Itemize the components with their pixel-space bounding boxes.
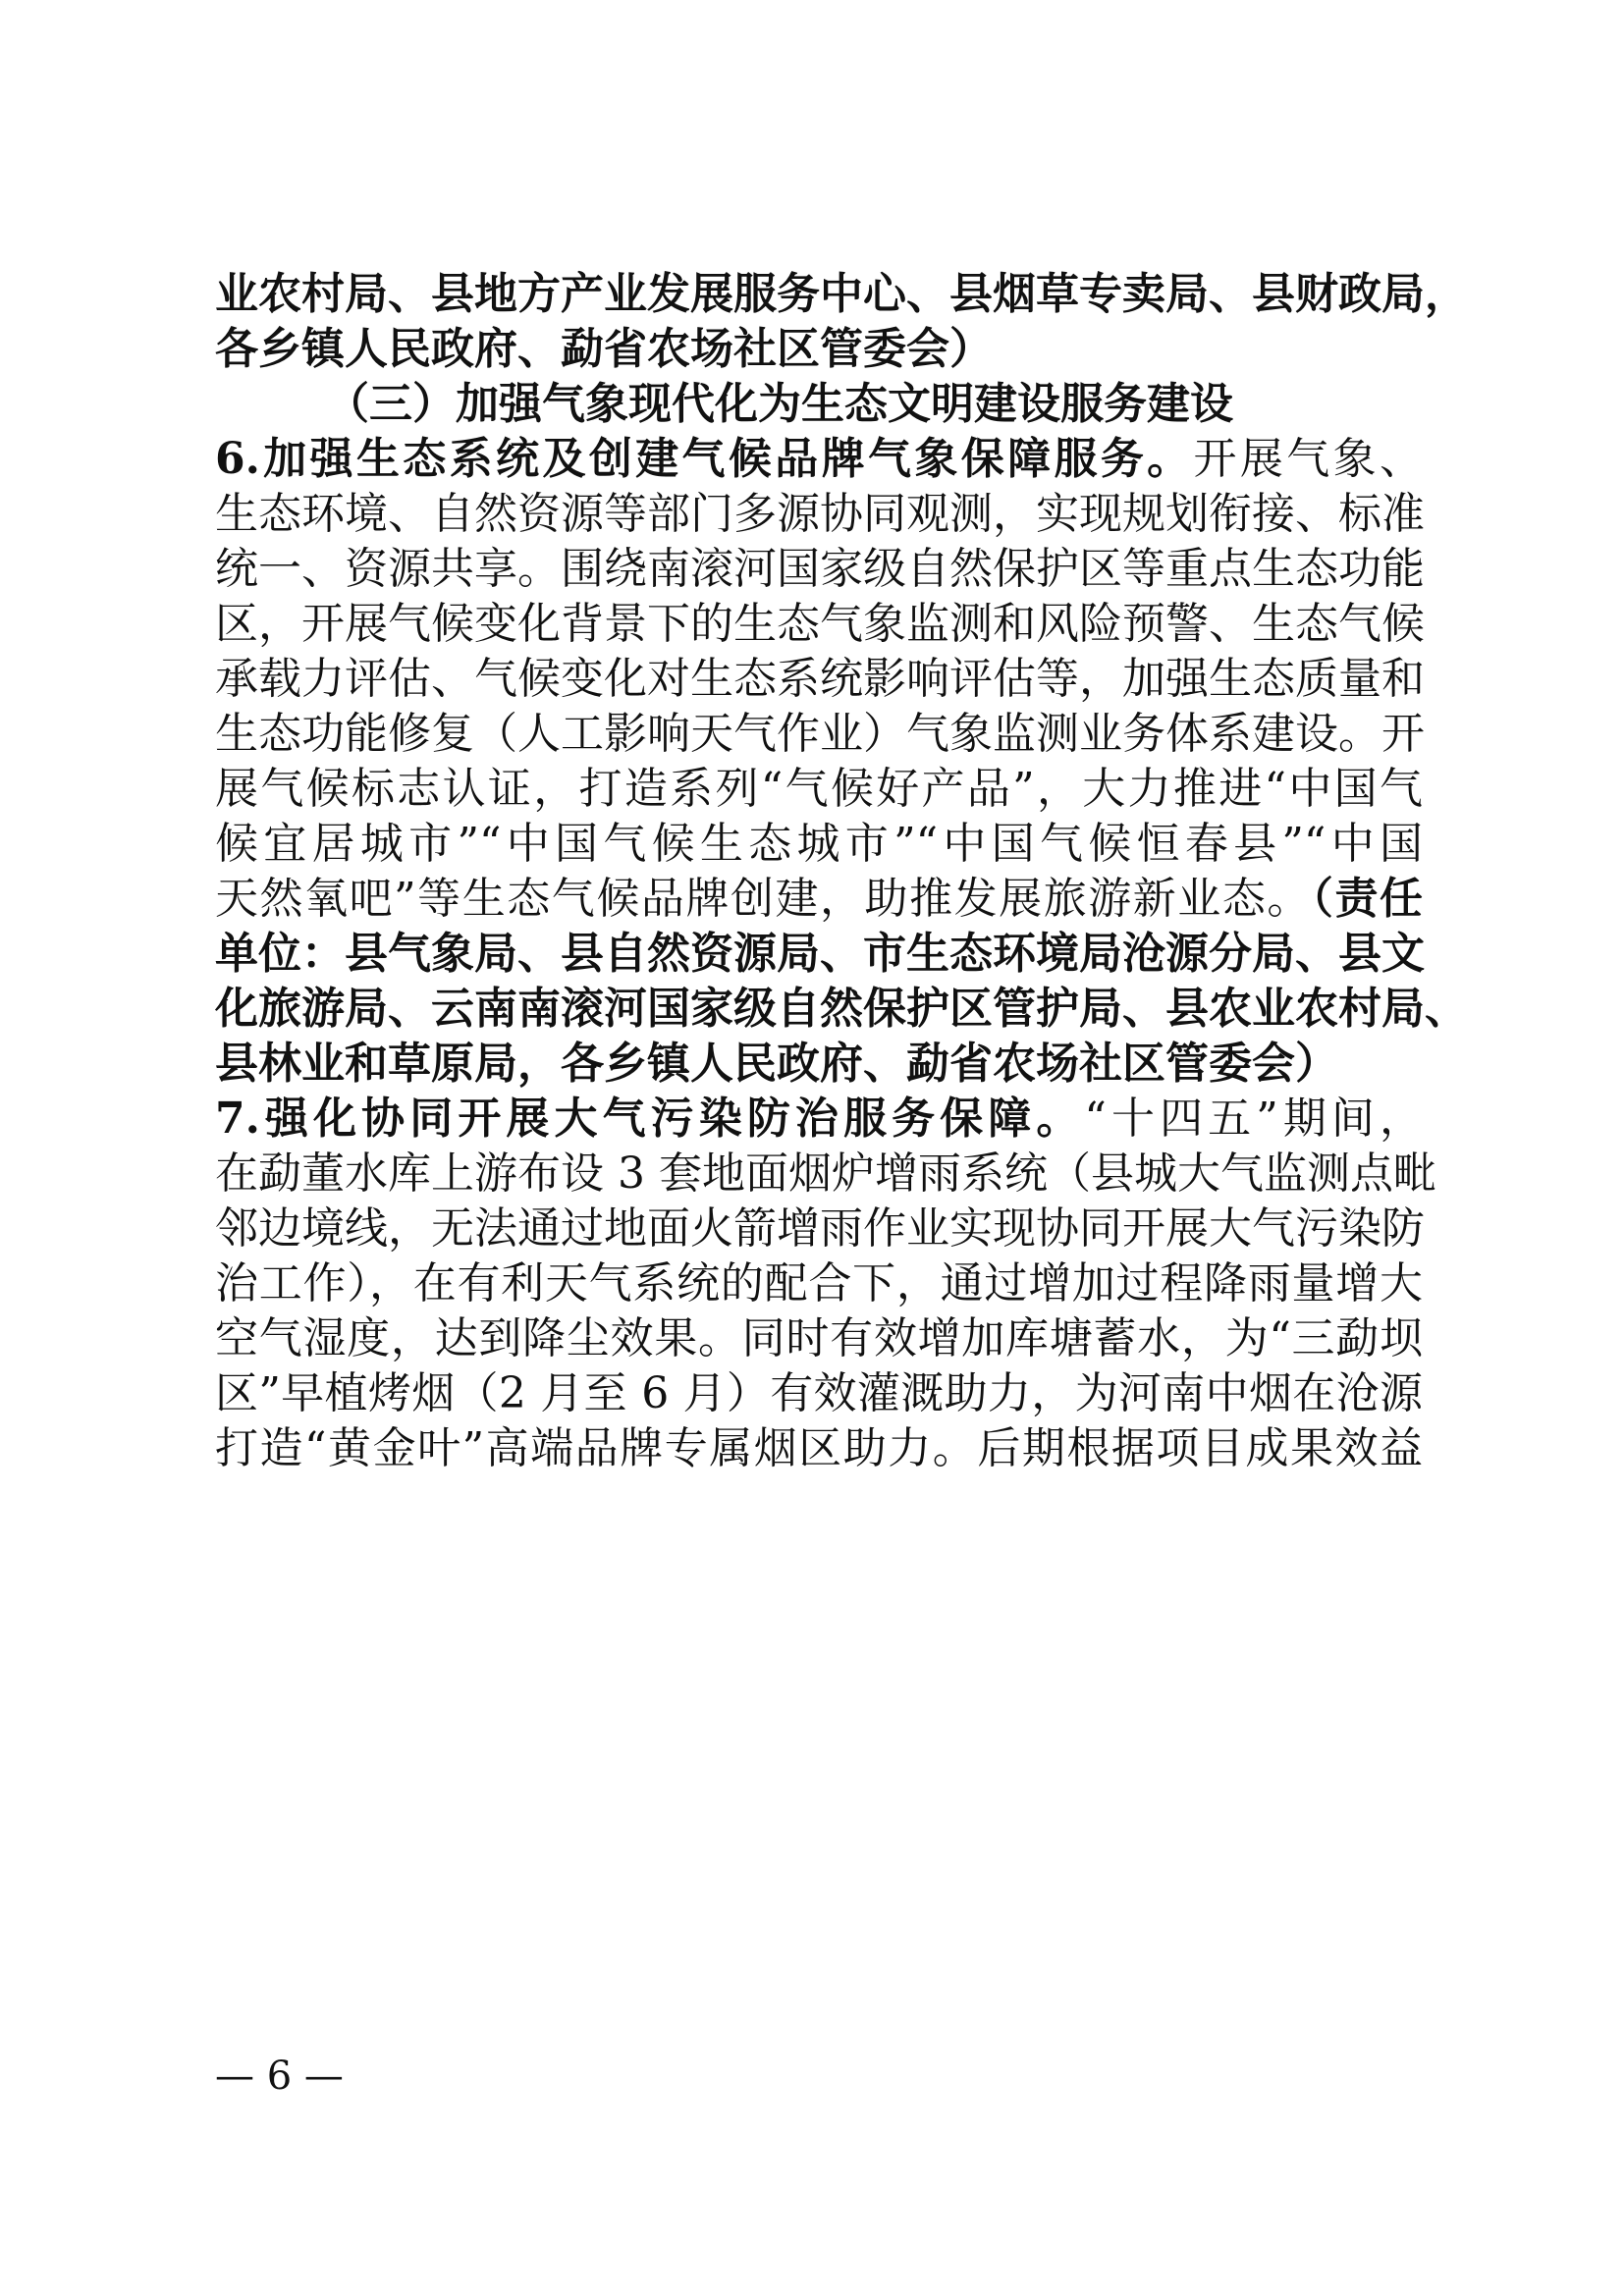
- body-line: 打造“黄金叶”高端品牌专属烟区助力。后期根据项目成果效益: [215, 1423, 1423, 1473]
- body-line: 生态环境、自然资源等部门多源协同观测，实现规划衔接、标准: [215, 489, 1425, 539]
- bold-text-segment: （责任: [1311, 874, 1423, 924]
- body-line: 化旅游局、云南南滚河国家级自然保护区管护局、县农业农村局、: [215, 984, 1468, 1034]
- body-line: [215, 430, 1423, 489]
- body-line: 邻边境线，无法通过地面火箭增雨作业实现协同开展大气污染防: [215, 1203, 1425, 1254]
- body-line: 空气湿度，达到降尘效果。同时有效增加库塘蓄水，为“三勐坝: [215, 1313, 1423, 1363]
- body-line: 县林业和草原局，各乡镇人民政府、勐省农场社区管委会）: [215, 1039, 1338, 1089]
- body-line: 承载力评估、气候变化对生态系统影响评估等，加强生态质量和: [215, 654, 1425, 704]
- text-segment: “十四五”期间，: [1084, 1094, 1423, 1144]
- page-number: — 6 —: [215, 2054, 344, 2099]
- body-line: 展气候标志认证，打造系列“气候好产品”，大力推进“中国气: [215, 764, 1423, 814]
- body-line: 候宜居城市”“中国气候生态城市”“中国气候恒春县”“中国: [215, 819, 1423, 869]
- bold-text-segment: 6.加强生态系统及创建气候品牌气象保障服务。: [215, 434, 1194, 484]
- text-segment: 天然氧吧”等生态气候品牌创建，助推发展旅游新业态。: [215, 874, 1312, 924]
- body-line: 区，开展气候变化背景下的生态气象监测和风险预警、生态气候: [215, 599, 1425, 649]
- body-line: 在勐董水库上游布设 3 套地面烟炉增雨系统（县城大气监测点毗: [215, 1148, 1436, 1199]
- bold-text-segment: 7.强化协同开展大气污染防治服务保障。: [215, 1094, 1085, 1144]
- body-line: 单位：县气象局、县自然资源局、市生态环境局沧源分局、县文: [215, 929, 1425, 979]
- text-segment: 开展气象、: [1193, 434, 1423, 484]
- body-line: 统一、资源共享。围绕南滚河国家级自然保护区等重点生态功能: [215, 544, 1425, 594]
- body-line: 业农村局、县地方产业发展服务中心、县烟草专卖局、县财政局，: [215, 269, 1468, 319]
- body-line: 区”早植烤烟（2 月至 6 月）有效灌溉助力，为河南中烟在沧源: [215, 1368, 1423, 1418]
- body-line: 治工作），在有利天气系统的配合下，通过增加过程降雨量增大: [215, 1258, 1423, 1308]
- body-line: [215, 1090, 1423, 1148]
- body-line: 生态功能修复（人工影响天气作业）气象监测业务体系建设。开: [215, 709, 1425, 759]
- body-line: 各乡镇人民政府、勐省农场社区管委会）: [215, 324, 993, 374]
- section-heading: （三）加强气象现代化为生态文明建设服务建设: [326, 379, 1233, 429]
- body-line: [215, 870, 1423, 929]
